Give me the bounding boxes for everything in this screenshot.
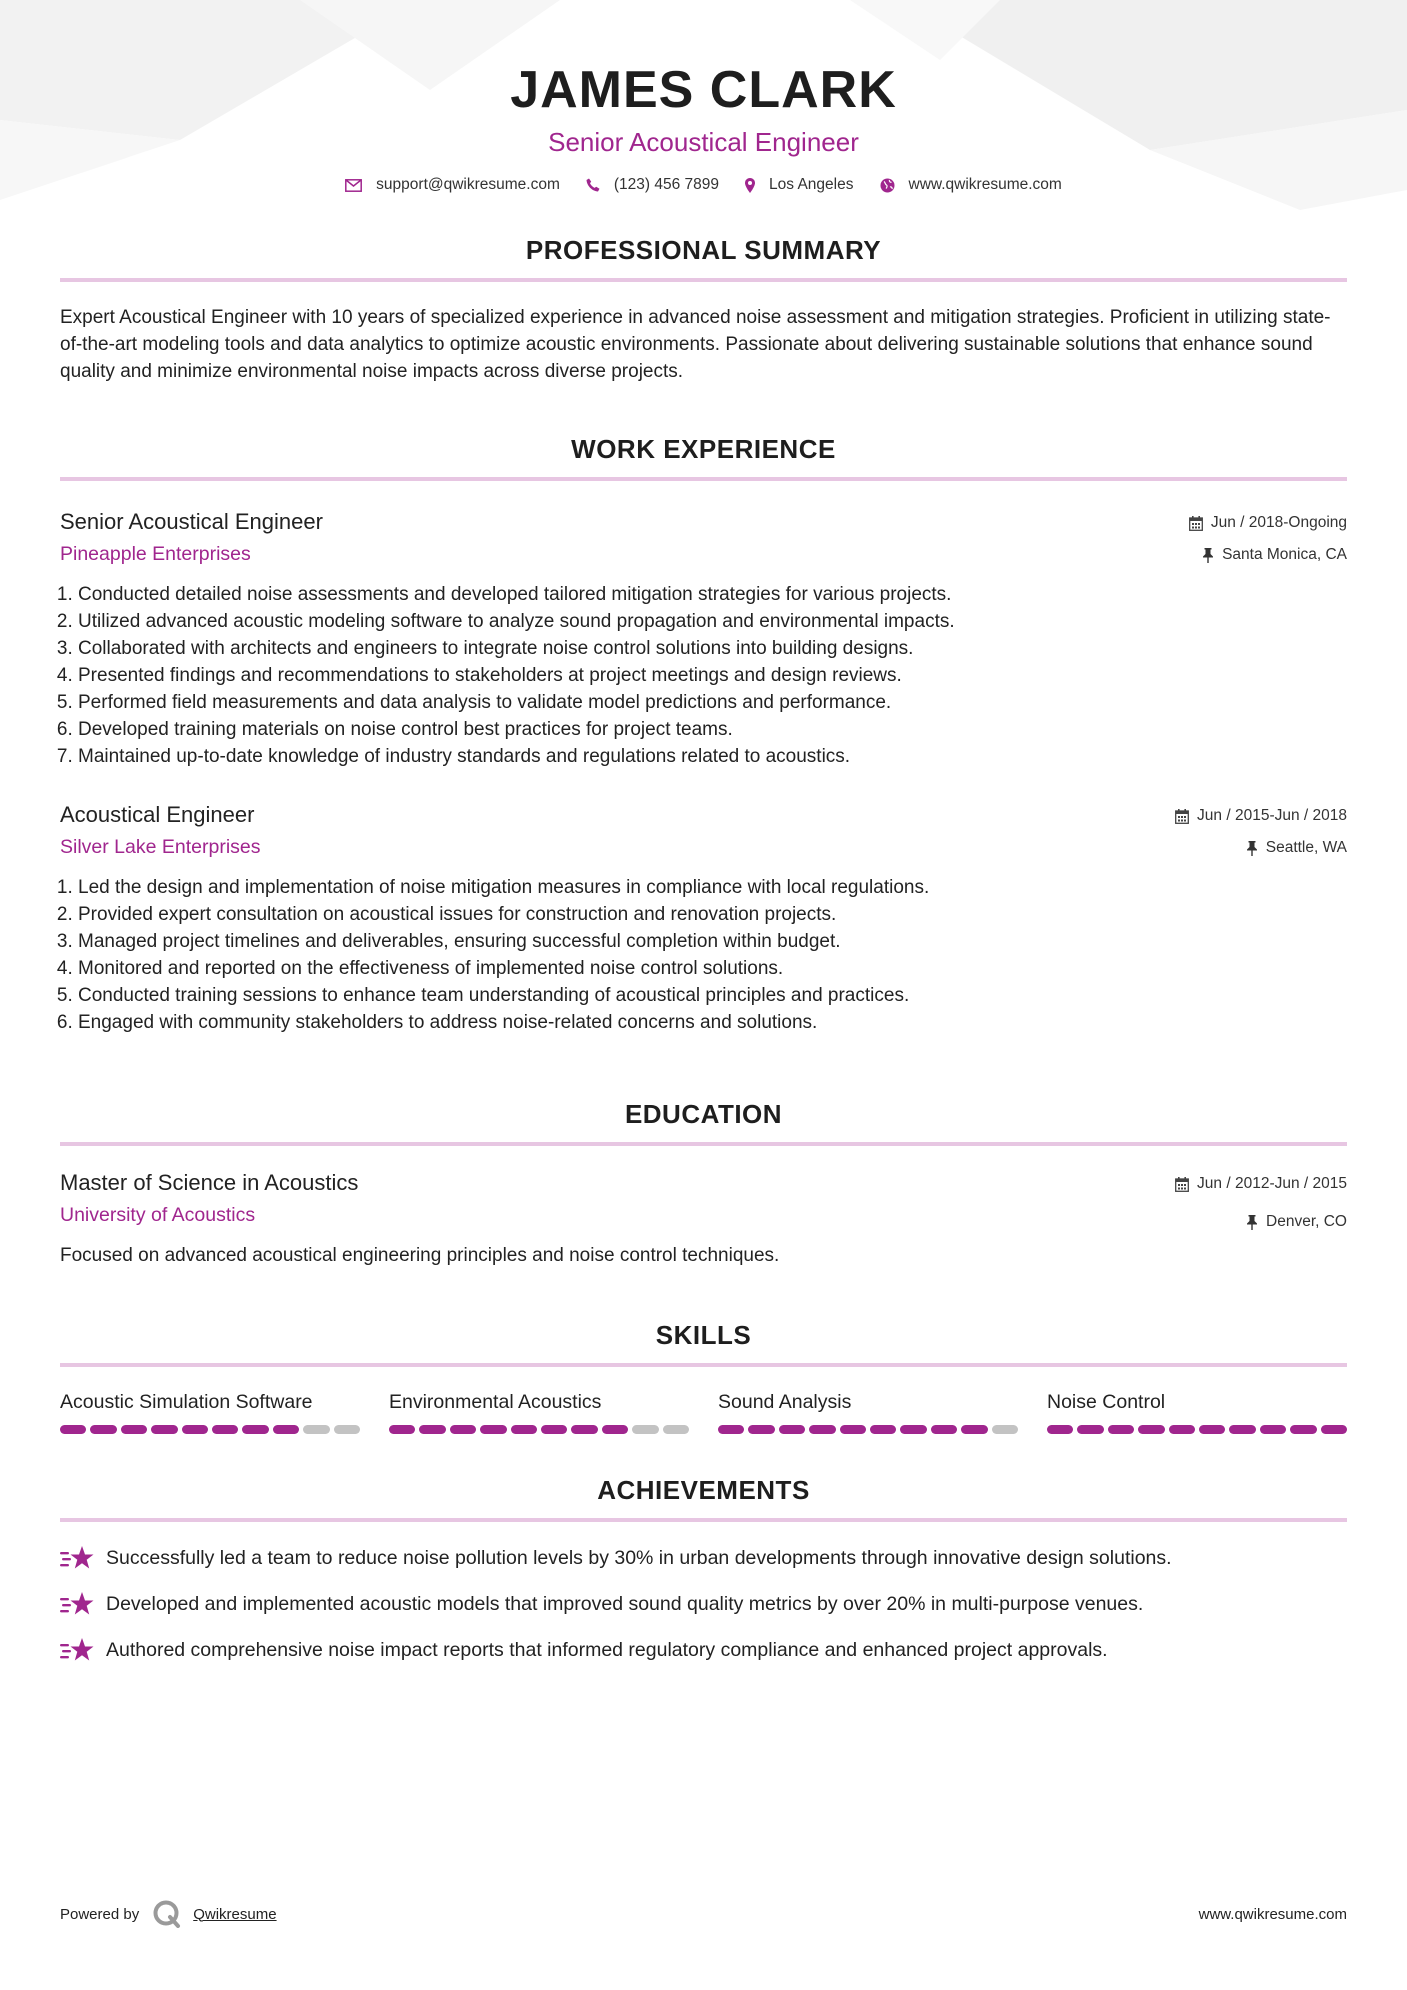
skill-segment-filled [1077, 1425, 1103, 1434]
skill-segment-filled [1138, 1425, 1164, 1434]
contact-location-text: Los Angeles [769, 176, 854, 193]
footer-branding [60, 1900, 277, 1928]
skill-segment-empty [992, 1425, 1018, 1434]
education-dates-text: Jun / 2012-Jun / 2015 [1197, 1175, 1347, 1192]
skill-segment-filled [602, 1425, 628, 1434]
skills-section [60, 1319, 1347, 1434]
pushpin-icon [1202, 548, 1214, 563]
achievement-text: Developed and implemented acoustic models that improved sound quality metrics by over 20% in multi-purpose venues. [106, 1593, 1144, 1615]
job-dates-text: Jun / 2018-Ongoing [1210, 514, 1347, 531]
job-location [1175, 836, 1347, 860]
skill-segment-filled [840, 1425, 866, 1434]
skill-item [1047, 1389, 1347, 1434]
job-duty: 7. Maintained up-to-date knowledge of industry standards and regulations related to acoustics. [78, 743, 1347, 770]
skill-segment-filled [1047, 1425, 1073, 1434]
resume-header [60, 0, 1347, 194]
calendar-icon [1175, 809, 1189, 824]
candidate-name: JAMES CLARK [510, 61, 897, 119]
skill-segment-filled [1290, 1425, 1316, 1434]
job-dates [1189, 511, 1347, 535]
calendar-icon [1189, 516, 1203, 531]
qwikresume-link[interactable]: Qwikresume [193, 1905, 277, 1923]
job-dates [1175, 804, 1347, 828]
skill-level-bar [60, 1425, 360, 1434]
qwikresume-logo-icon [153, 1900, 183, 1928]
skill-segment-filled [121, 1425, 147, 1434]
achievements-section [60, 1474, 1347, 1664]
achievement-text: Successfully led a team to reduce noise pollution levels by 30% in urban developments through innovative design solutions. [106, 1547, 1172, 1569]
skill-segment-empty [663, 1425, 689, 1434]
achievements-heading: ACHIEVEMENTS [597, 1475, 810, 1505]
job-duties-list [60, 581, 1347, 770]
job-duty: 6. Engaged with community stakeholders to address noise-related concerns and solutions. [78, 1009, 1347, 1036]
skill-level-bar [1047, 1425, 1347, 1434]
skill-segment-filled [1260, 1425, 1286, 1434]
achievement-item [60, 1590, 1347, 1618]
education-description: Focused on advanced acoustical engineering principles and noise control techniques. [60, 1245, 780, 1266]
shooting-star-icon [60, 1544, 94, 1572]
skill-segment-filled [242, 1425, 268, 1434]
skill-segment-filled [748, 1425, 774, 1434]
skills-list [60, 1389, 1347, 1434]
achievement-text: Authored comprehensive noise impact reports that informed regulatory compliance and enhanced project approvals. [106, 1639, 1108, 1661]
job-duty: 2. Provided expert consultation on acoustical issues for construction and renovation projects. [78, 901, 1347, 928]
skill-segment-filled [273, 1425, 299, 1434]
skill-name: Acoustic Simulation Software [60, 1391, 313, 1413]
job-duty: 3. Managed project timelines and deliverables, ensuring successful completion within budget. [78, 928, 1347, 955]
job-role: Senior Acoustical Engineer [60, 509, 323, 534]
map-pin-icon [745, 178, 755, 193]
candidate-title: Senior Acoustical Engineer [548, 127, 859, 157]
pushpin-icon [1246, 1215, 1258, 1230]
skill-name: Environmental Acoustics [389, 1391, 602, 1413]
job-location [1189, 543, 1347, 567]
education-degree: Master of Science in Acoustics [60, 1170, 359, 1195]
education-entry [60, 1168, 1347, 1269]
skill-segment-filled [931, 1425, 957, 1434]
skill-segment-filled [511, 1425, 537, 1434]
job-dates-text: Jun / 2015-Jun / 2018 [1197, 807, 1347, 824]
section-divider [60, 1142, 1347, 1146]
education-location-text: Denver, CO [1266, 1213, 1347, 1230]
powered-by-label: Powered by [60, 1905, 140, 1923]
job-entry [60, 800, 1347, 1036]
section-divider [60, 1363, 1347, 1367]
skill-segment-filled [1199, 1425, 1225, 1434]
job-duty: 3. Collaborated with architects and engineers to integrate noise control solutions into building designs. [78, 635, 1347, 662]
skill-item [389, 1389, 689, 1434]
skills-heading: SKILLS [655, 1320, 752, 1350]
contact-email[interactable] [345, 176, 560, 194]
skill-segment-filled [60, 1425, 86, 1434]
globe-icon [880, 178, 895, 193]
skill-item [718, 1389, 1018, 1434]
contact-website-text: www.qwikresume.com [908, 176, 1062, 193]
skill-segment-filled [389, 1425, 415, 1434]
shooting-star-icon [60, 1590, 94, 1618]
education-heading: EDUCATION [624, 1099, 783, 1129]
pushpin-icon [1246, 841, 1258, 856]
skill-segment-filled [900, 1425, 926, 1434]
contact-website[interactable] [880, 176, 1062, 194]
skill-level-bar [389, 1425, 689, 1434]
skill-segment-filled [212, 1425, 238, 1434]
shooting-star-icon [60, 1636, 94, 1664]
job-duty: 6. Developed training materials on noise control best practices for project teams. [78, 716, 1347, 743]
skill-segment-filled [151, 1425, 177, 1434]
job-duty: 2. Utilized advanced acoustic modeling software to analyze sound propagation and environmental impacts. [78, 608, 1347, 635]
summary-text: Expert Acoustical Engineer with 10 years of specialized experience in advanced noise assessment and mitigation strategies. Proficient in utilizing state-of-the-art modeling tools and data analytics to optimize acoustic environments. Passionate about delivering sustainable solutions that enhance sound quality and minimize environmental noise impacts across diverse projects. [60, 307, 1331, 382]
phone-icon [586, 178, 600, 192]
job-location-text: Seattle, WA [1265, 839, 1347, 856]
page-footer [60, 1900, 1347, 1928]
skill-segment-filled [1169, 1425, 1195, 1434]
skill-segment-filled [779, 1425, 805, 1434]
skill-segment-filled [718, 1425, 744, 1434]
skill-segment-empty [632, 1425, 658, 1434]
skill-segment-filled [1229, 1425, 1255, 1434]
skill-segment-filled [571, 1425, 597, 1434]
skill-segment-filled [809, 1425, 835, 1434]
job-location-text: Santa Monica, CA [1222, 546, 1347, 563]
job-duty: 1. Led the design and implementation of noise mitigation measures in compliance with local regulations. [78, 874, 1347, 901]
skill-segment-filled [182, 1425, 208, 1434]
envelope-icon [345, 179, 362, 192]
job-company: Silver Lake Enterprises [60, 836, 261, 858]
skill-segment-filled [480, 1425, 506, 1434]
skill-item [60, 1389, 360, 1434]
skill-name: Noise Control [1047, 1391, 1166, 1413]
footer-website-link[interactable]: www.qwikresume.com [1198, 1905, 1347, 1923]
education-location [1175, 1210, 1347, 1234]
summary-heading: PROFESSIONAL SUMMARY [525, 235, 882, 265]
calendar-icon [1175, 1177, 1189, 1192]
skill-segment-empty [334, 1425, 360, 1434]
experience-section [60, 433, 1347, 1036]
job-company: Pineapple Enterprises [60, 543, 251, 565]
skill-segment-empty [303, 1425, 329, 1434]
contact-phone[interactable] [586, 176, 719, 194]
achievements-list [60, 1544, 1347, 1664]
skill-segment-filled [1321, 1425, 1347, 1434]
achievement-item [60, 1544, 1347, 1572]
section-divider [60, 477, 1347, 481]
job-duty: 4. Presented findings and recommendations to stakeholders at project meetings and design reviews. [78, 662, 1347, 689]
skill-segment-filled [90, 1425, 116, 1434]
skill-level-bar [718, 1425, 1018, 1434]
job-role: Acoustical Engineer [60, 802, 255, 827]
contact-phone-text: (123) 456 7899 [613, 176, 720, 193]
summary-section [60, 234, 1347, 385]
skill-segment-filled [870, 1425, 896, 1434]
job-duty: 1. Conducted detailed noise assessments and developed tailored mitigation strategies for various projects. [78, 581, 1347, 608]
skill-name: Sound Analysis [718, 1391, 852, 1413]
education-dates [1175, 1172, 1347, 1196]
job-duty: 5. Conducted training sessions to enhance team understanding of acoustical principles and practices. [78, 982, 1347, 1009]
skill-segment-filled [1108, 1425, 1134, 1434]
contact-bar [60, 176, 1347, 194]
skill-segment-filled [961, 1425, 987, 1434]
job-duty: 4. Monitored and reported on the effectiveness of implemented noise control solutions. [78, 955, 1347, 982]
job-duties-list [60, 874, 1347, 1036]
job-entry [60, 507, 1347, 770]
education-school: University of Acoustics [60, 1204, 256, 1226]
education-section [60, 1098, 1347, 1269]
job-duty: 5. Performed field measurements and data analysis to validate model predictions and performance. [78, 689, 1347, 716]
skill-segment-filled [541, 1425, 567, 1434]
skill-segment-filled [419, 1425, 445, 1434]
contact-email-text: support@qwikresume.com [376, 176, 560, 193]
achievement-item [60, 1636, 1347, 1664]
skill-segment-filled [450, 1425, 476, 1434]
experience-heading: WORK EXPERIENCE [571, 434, 836, 464]
section-divider [60, 278, 1347, 282]
contact-location [745, 176, 853, 194]
section-divider [60, 1518, 1347, 1522]
